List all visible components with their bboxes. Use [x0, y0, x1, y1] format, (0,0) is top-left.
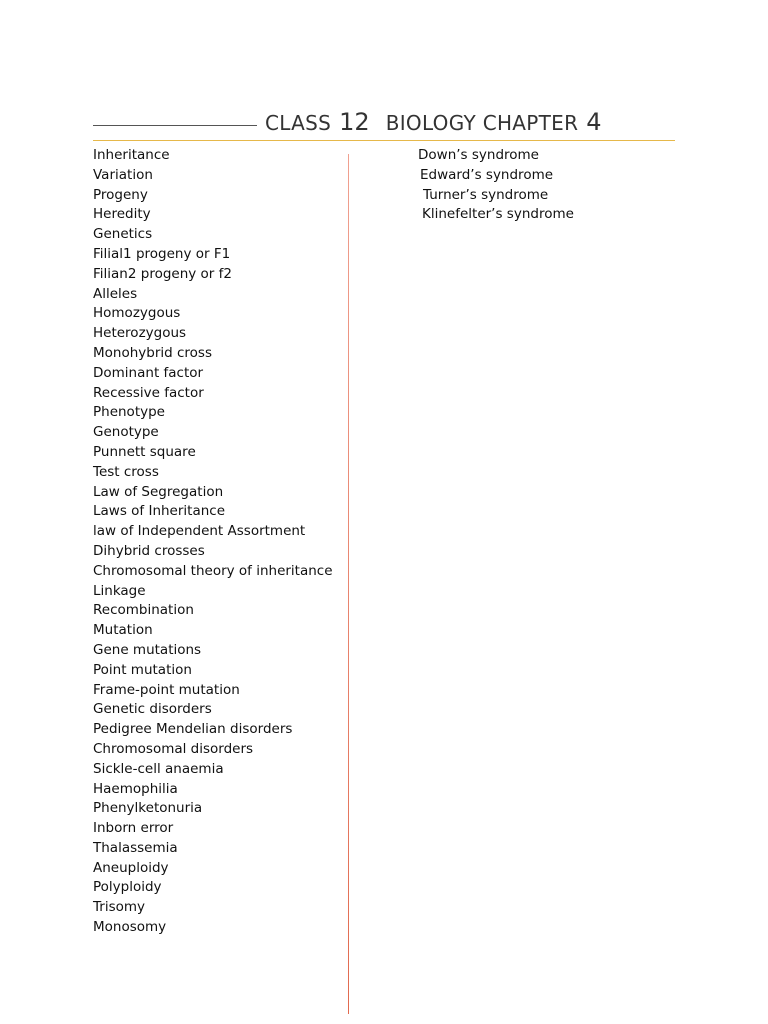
term-item: Filial1 progeny or F1 — [93, 245, 231, 262]
left-term-list — [93, 146, 333, 938]
term-item: law of Independent Assortment — [93, 523, 306, 540]
term-item: Phenylketonuria — [93, 800, 203, 817]
term-item: Dihybrid crosses — [93, 542, 205, 559]
term-item: Klinefelter’s syndrome — [422, 206, 574, 223]
header-underline — [93, 140, 675, 141]
title-class-word: CLASS — [265, 111, 332, 135]
term-item: Heterozygous — [93, 325, 187, 342]
title-chapter-number: 4 — [586, 108, 602, 136]
page-title — [265, 108, 602, 136]
column-divider — [348, 154, 349, 1014]
term-item: Recombination — [93, 602, 194, 619]
term-item: Polyploidy — [93, 879, 162, 896]
term-item: Mutation — [93, 622, 153, 639]
right-term-list — [418, 146, 574, 225]
term-item: Law of Segregation — [93, 483, 224, 500]
term-item: Chromosomal theory of inheritance — [93, 562, 333, 579]
title-class-number: 12 — [339, 108, 370, 136]
term-item: Variation — [93, 166, 153, 183]
term-item: Haemophilia — [93, 780, 178, 797]
term-item: Homozygous — [93, 305, 181, 322]
term-item: Sickle-cell anaemia — [93, 760, 224, 777]
title-left-rule — [93, 125, 257, 126]
term-item: Thalassemia — [93, 839, 178, 856]
term-item: Heredity — [93, 206, 151, 223]
term-item: Trisomy — [93, 899, 145, 916]
term-item: Chromosomal disorders — [93, 740, 254, 757]
term-item: Recessive factor — [93, 384, 204, 401]
term-item: Monohybrid cross — [93, 344, 213, 361]
term-item: Genetics — [93, 226, 153, 243]
term-item: Inheritance — [93, 147, 170, 163]
term-item: Alleles — [93, 285, 138, 302]
term-item: Dominant factor — [93, 364, 204, 381]
term-item: Pedigree Mendelian disorders — [93, 721, 293, 738]
term-item: Linkage — [93, 582, 146, 599]
term-item: Down’s syndrome — [418, 147, 539, 163]
term-item: Progeny — [93, 186, 148, 203]
term-item: Point mutation — [93, 661, 192, 678]
term-item: Turner’s syndrome — [423, 186, 549, 203]
term-item: Genetic disorders — [93, 701, 212, 718]
title-subject: BIOLOGY CHAPTER — [385, 111, 579, 135]
term-item: Edward’s syndrome — [420, 166, 554, 183]
term-item: Phenotype — [93, 404, 165, 421]
term-item: Genotype — [93, 424, 159, 441]
term-item: Aneuploidy — [93, 859, 169, 876]
term-item: Gene mutations — [93, 641, 202, 658]
term-item: Punnett square — [93, 443, 196, 460]
term-item: Laws of Inheritance — [93, 503, 226, 520]
term-item: Monosomy — [93, 919, 167, 936]
term-item: Inborn error — [93, 820, 174, 837]
term-item: Frame-point mutation — [93, 681, 240, 698]
term-item: Filian2 progeny or f2 — [93, 265, 232, 282]
term-item: Test cross — [93, 463, 159, 480]
